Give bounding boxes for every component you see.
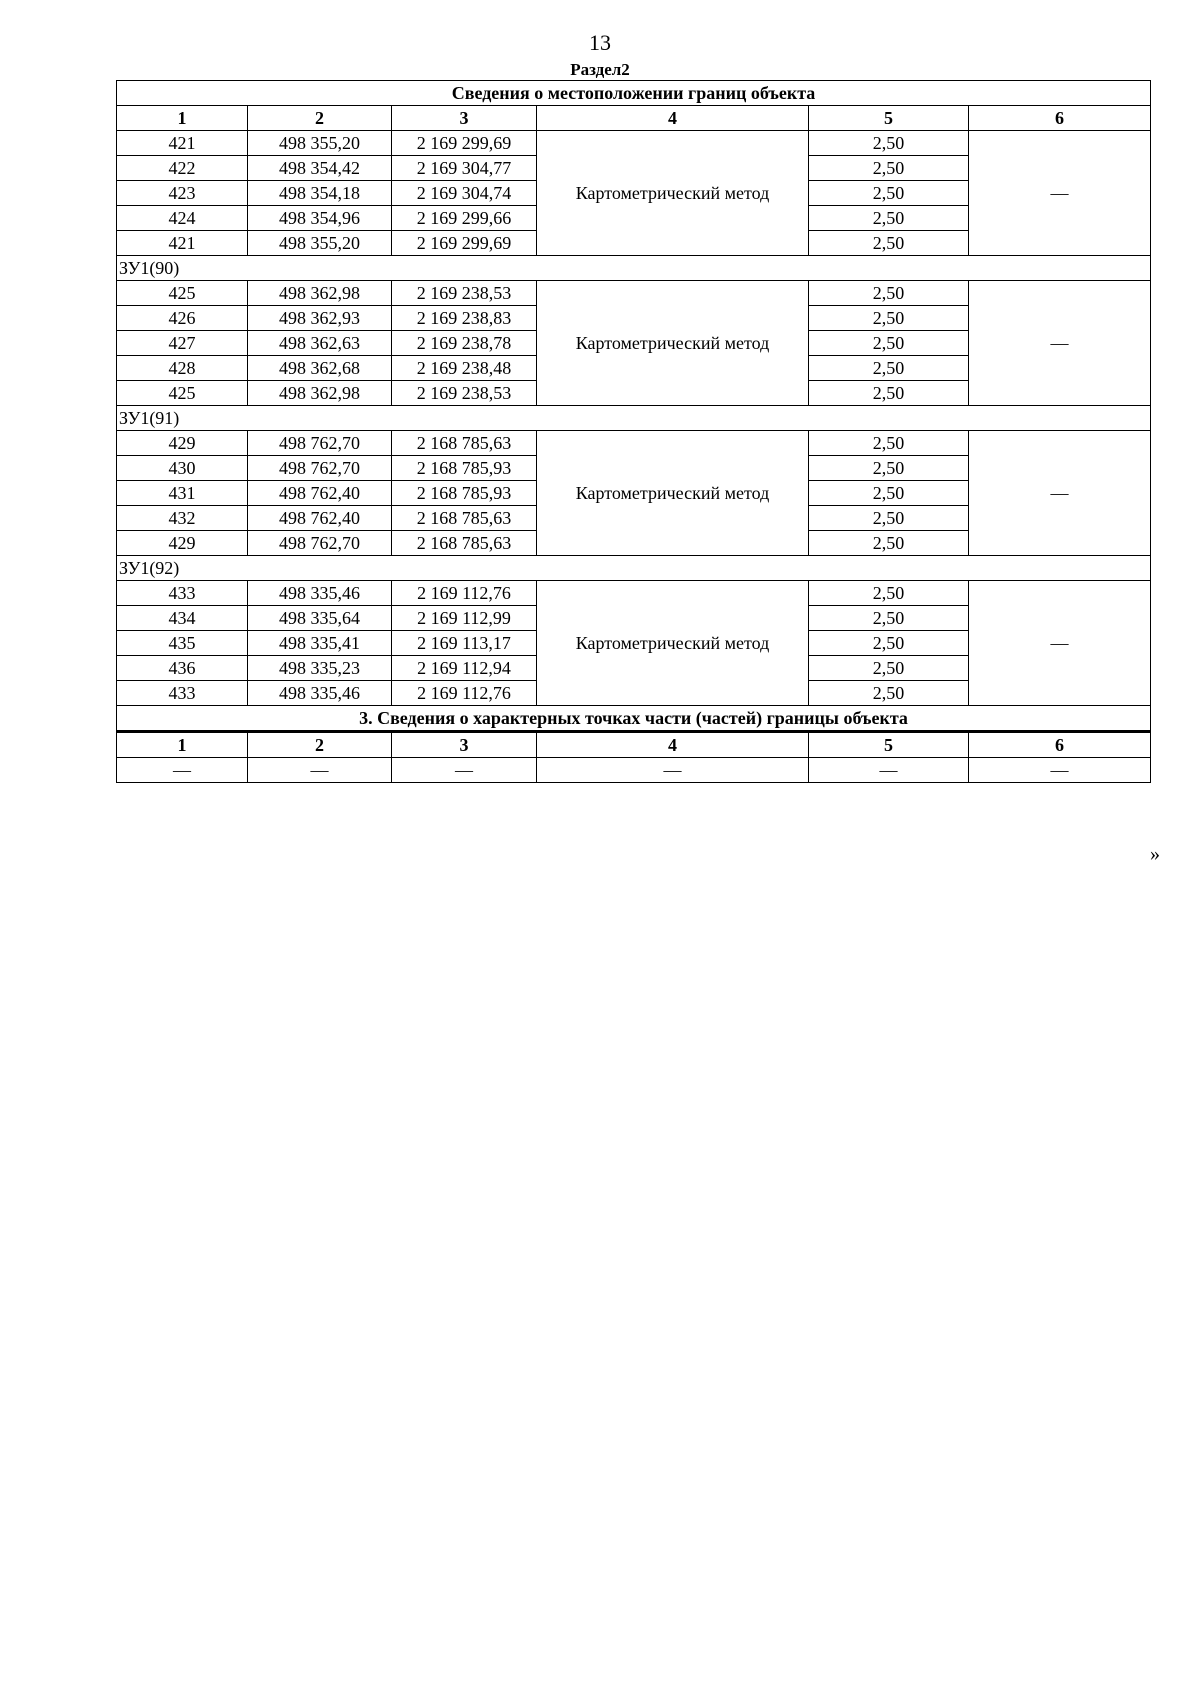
x-coordinate-cell: 498 362,98 — [248, 381, 392, 406]
empty-cell: — — [117, 758, 248, 783]
method-cell: Картометрический метод — [537, 431, 809, 556]
point-number-cell: 421 — [117, 231, 248, 256]
table-row — [117, 581, 1151, 606]
column-number: 1 — [117, 106, 248, 131]
point-number-cell: 429 — [117, 431, 248, 456]
point-number-cell: 426 — [117, 306, 248, 331]
closing-quote: » — [1150, 843, 1160, 865]
accuracy-cell: 2,50 — [809, 306, 969, 331]
table-title: Сведения о местоположении границ объекта — [117, 81, 1151, 106]
accuracy-cell: 2,50 — [809, 331, 969, 356]
point-number-cell: 435 — [117, 631, 248, 656]
x-coordinate-cell: 498 354,18 — [248, 181, 392, 206]
y-coordinate-cell: 2 169 299,69 — [392, 231, 537, 256]
section-label: Раздел2 — [570, 60, 630, 79]
x-coordinate-cell: 498 335,41 — [248, 631, 392, 656]
x-coordinate-cell: 498 335,46 — [248, 681, 392, 706]
parcel-label-row — [117, 256, 1151, 281]
accuracy-cell: 2,50 — [809, 481, 969, 506]
point-number-cell: 432 — [117, 506, 248, 531]
column-number: 4 — [537, 106, 809, 131]
x-coordinate-cell: 498 762,70 — [248, 431, 392, 456]
column-number: 2 — [248, 106, 392, 131]
x-coordinate-cell: 498 354,96 — [248, 206, 392, 231]
description-cell: — — [969, 581, 1151, 706]
y-coordinate-cell: 2 169 112,99 — [392, 606, 537, 631]
table-row — [117, 281, 1151, 306]
method-cell: Картометрический метод — [537, 131, 809, 256]
method-cell: Картометрический метод — [537, 581, 809, 706]
x-coordinate-cell: 498 362,98 — [248, 281, 392, 306]
y-coordinate-cell: 2 168 785,63 — [392, 431, 537, 456]
point-number-cell: 430 — [117, 456, 248, 481]
accuracy-cell: 2,50 — [809, 431, 969, 456]
point-number-cell: 434 — [117, 606, 248, 631]
accuracy-cell: 2,50 — [809, 156, 969, 181]
description-cell: — — [969, 281, 1151, 406]
y-coordinate-cell: 2 169 112,76 — [392, 581, 537, 606]
y-coordinate-cell: 2 168 785,93 — [392, 481, 537, 506]
point-number-cell: 422 — [117, 156, 248, 181]
boundary-table — [116, 80, 1151, 783]
point-number-cell: 436 — [117, 656, 248, 681]
parcel-label-row — [117, 406, 1151, 431]
x-coordinate-cell: 498 762,70 — [248, 456, 392, 481]
empty-cell: — — [248, 758, 392, 783]
empty-cell: — — [537, 758, 809, 783]
accuracy-cell: 2,50 — [809, 631, 969, 656]
y-coordinate-cell: 2 169 238,53 — [392, 381, 537, 406]
point-number-cell: 425 — [117, 381, 248, 406]
accuracy-cell: 2,50 — [809, 356, 969, 381]
point-number-cell: 433 — [117, 681, 248, 706]
y-coordinate-cell: 2 169 238,78 — [392, 331, 537, 356]
y-coordinate-cell: 2 169 112,76 — [392, 681, 537, 706]
column-number: 2 — [248, 732, 392, 758]
accuracy-cell: 2,50 — [809, 656, 969, 681]
parcel-label-row — [117, 556, 1151, 581]
y-coordinate-cell: 2 169 299,66 — [392, 206, 537, 231]
y-coordinate-cell: 2 168 785,63 — [392, 531, 537, 556]
y-coordinate-cell: 2 169 113,17 — [392, 631, 537, 656]
point-number-cell: 428 — [117, 356, 248, 381]
y-coordinate-cell: 2 169 112,94 — [392, 656, 537, 681]
x-coordinate-cell: 498 354,42 — [248, 156, 392, 181]
x-coordinate-cell: 498 335,64 — [248, 606, 392, 631]
section3-empty-row — [117, 758, 1151, 783]
y-coordinate-cell: 2 169 238,48 — [392, 356, 537, 381]
column-number: 6 — [969, 732, 1151, 758]
table-row — [117, 431, 1151, 456]
point-number-cell: 433 — [117, 581, 248, 606]
x-coordinate-cell: 498 355,20 — [248, 131, 392, 156]
column-number: 1 — [117, 732, 248, 758]
x-coordinate-cell: 498 362,63 — [248, 331, 392, 356]
parcel-label: ЗУ1(91) — [117, 406, 1151, 431]
accuracy-cell: 2,50 — [809, 581, 969, 606]
point-number-cell: 427 — [117, 331, 248, 356]
accuracy-cell: 2,50 — [809, 606, 969, 631]
accuracy-cell: 2,50 — [809, 531, 969, 556]
column-number: 3 — [392, 106, 537, 131]
point-number-cell: 425 — [117, 281, 248, 306]
x-coordinate-cell: 498 762,40 — [248, 481, 392, 506]
accuracy-cell: 2,50 — [809, 681, 969, 706]
point-number-cell: 424 — [117, 206, 248, 231]
point-number-cell: 429 — [117, 531, 248, 556]
y-coordinate-cell: 2 169 304,77 — [392, 156, 537, 181]
x-coordinate-cell: 498 362,93 — [248, 306, 392, 331]
point-number-cell: 423 — [117, 181, 248, 206]
empty-cell: — — [392, 758, 537, 783]
accuracy-cell: 2,50 — [809, 131, 969, 156]
accuracy-cell: 2,50 — [809, 231, 969, 256]
table-title-row — [117, 81, 1151, 106]
y-coordinate-cell: 2 169 304,74 — [392, 181, 537, 206]
y-coordinate-cell: 2 169 238,53 — [392, 281, 537, 306]
empty-cell: — — [969, 758, 1151, 783]
y-coordinate-cell: 2 168 785,93 — [392, 456, 537, 481]
x-coordinate-cell: 498 762,70 — [248, 531, 392, 556]
x-coordinate-cell: 498 362,68 — [248, 356, 392, 381]
accuracy-cell: 2,50 — [809, 456, 969, 481]
description-cell: — — [969, 131, 1151, 256]
parcel-label: ЗУ1(90) — [117, 256, 1151, 281]
column-number: 4 — [537, 732, 809, 758]
x-coordinate-cell: 498 335,23 — [248, 656, 392, 681]
y-coordinate-cell: 2 169 238,83 — [392, 306, 537, 331]
section3-column-number-row — [117, 732, 1151, 758]
description-cell: — — [969, 431, 1151, 556]
x-coordinate-cell: 498 335,46 — [248, 581, 392, 606]
empty-cell: — — [809, 758, 969, 783]
accuracy-cell: 2,50 — [809, 281, 969, 306]
section3-title: 3. Сведения о характерных точках части (частей) границы объекта — [117, 706, 1151, 732]
column-number: 6 — [969, 106, 1151, 131]
column-number: 5 — [809, 732, 969, 758]
column-number-row — [117, 106, 1151, 131]
y-coordinate-cell: 2 168 785,63 — [392, 506, 537, 531]
parcel-label: ЗУ1(92) — [117, 556, 1151, 581]
column-number: 5 — [809, 106, 969, 131]
x-coordinate-cell: 498 762,40 — [248, 506, 392, 531]
accuracy-cell: 2,50 — [809, 206, 969, 231]
accuracy-cell: 2,50 — [809, 381, 969, 406]
accuracy-cell: 2,50 — [809, 181, 969, 206]
column-number: 3 — [392, 732, 537, 758]
point-number-cell: 421 — [117, 131, 248, 156]
y-coordinate-cell: 2 169 299,69 — [392, 131, 537, 156]
section3-title-row — [117, 706, 1151, 732]
method-cell: Картометрический метод — [537, 281, 809, 406]
point-number-cell: 431 — [117, 481, 248, 506]
accuracy-cell: 2,50 — [809, 506, 969, 531]
x-coordinate-cell: 498 355,20 — [248, 231, 392, 256]
page-number: 13 — [589, 30, 611, 55]
table-row — [117, 131, 1151, 156]
